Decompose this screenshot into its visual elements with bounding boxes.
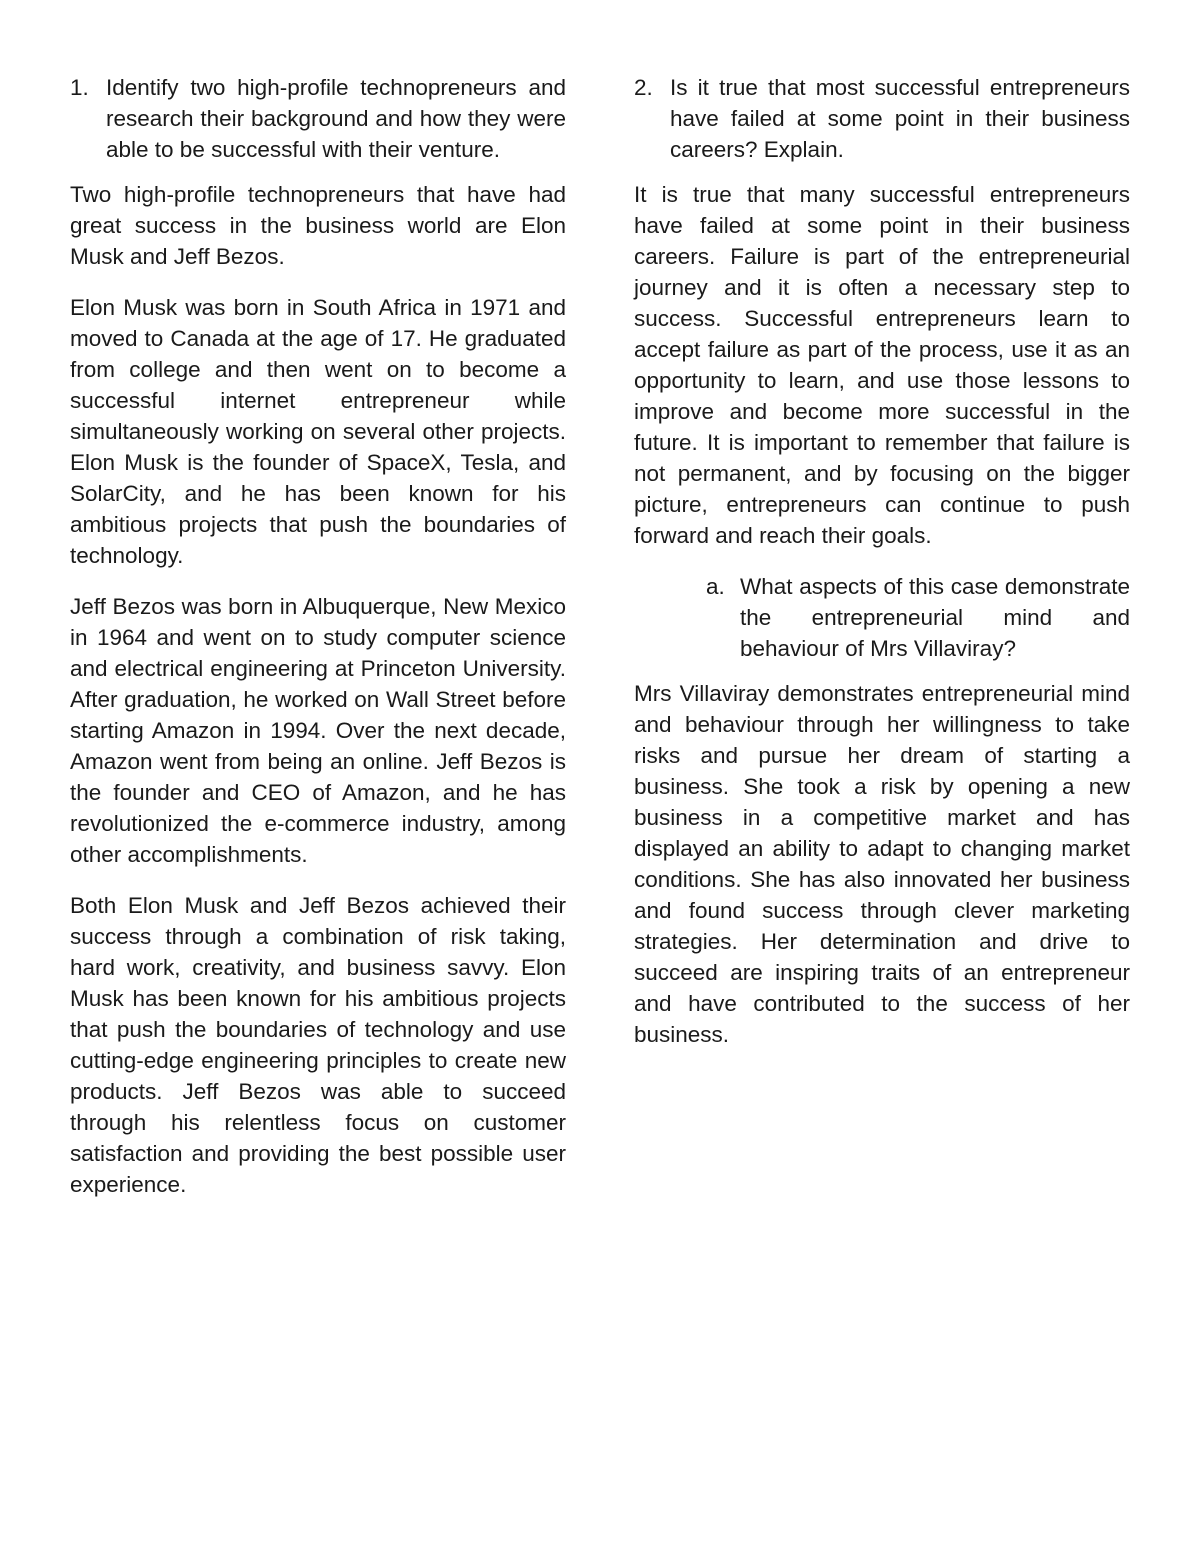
question-1-number: 1.: [70, 75, 89, 100]
question-2-number: 2.: [634, 75, 653, 100]
question-1-text: Identify two high-profile technopreneurs and research their background and how they were able to be successful with their venture.: [106, 75, 566, 162]
answer-1-jeff-bezos: Jeff Bezos was born in Albuquerque, New Mexico in 1964 and went on to study computer science and electrical engineering at Princeton University. After graduation, he worked on Wall Street before starting Amazon in 1994. Over the next decade, Amazon went from being an online. Jeff Bezos is the founder and CEO of Amazon, and he has revolutionized the e-commerce industry, among other accomplishments.: [70, 594, 566, 867]
question-1: [70, 72, 566, 165]
answer-1-intro: Two high-profile technopreneurs that have had great success in the business world are Elon Musk and Jeff Bezos.: [70, 182, 566, 269]
question-a-number: a.: [706, 574, 725, 599]
right-column: [634, 72, 1130, 1070]
answer-a: Mrs Villaviray demonstrates entrepreneurial mind and behaviour through her willingness to take risks and pursue her dream of starting a business. She took a risk by opening a new business in a competitive market and has displayed an ability to adapt to changing market conditions. She has also innovated her business and found success through clever marketing strategies. Her determination and drive to succeed are inspiring traits of an entrepreneur and have contributed to the success of her business.: [634, 681, 1130, 1047]
answer-2: It is true that many successful entrepreneurs have failed at some point in their business careers. Failure is part of the entrepreneurial journey and it is often a necessary step to success. Successful entrepreneurs learn to accept failure as part of the process, use it as an opportunity to learn, and use those lessons to improve and become more successful in the future. It is important to remember that failure is not permanent, and by focusing on the bigger picture, entrepreneurs can continue to push forward and reach their goals.: [634, 182, 1130, 548]
left-column: [70, 72, 566, 1220]
question-2-text: Is it true that most successful entrepreneurs have failed at some point in their business careers? Explain.: [670, 75, 1130, 162]
answer-1-conclusion: Both Elon Musk and Jeff Bezos achieved their success through a combination of risk taking, hard work, creativity, and business savvy. Elon Musk has been known for his ambitious projects that push the boundaries of technology and use cutting-edge engineering principles to create new products. Jeff Bezos was able to succeed through his relentless focus on customer satisfaction and providing the best possible user experience.: [70, 893, 566, 1197]
question-2: [634, 72, 1130, 165]
answer-1-elon-musk: Elon Musk was born in South Africa in 1971 and moved to Canada at the age of 17. He graduated from college and then went on to become a successful internet entrepreneur while simultaneously working on several other projects. Elon Musk is the founder of SpaceX, Tesla, and SolarCity, and he has been known for his ambitious projects that push the boundaries of technology.: [70, 295, 566, 568]
question-a: [706, 571, 1130, 664]
question-a-text: What aspects of this case demonstrate the entrepreneurial mind and behaviour of Mrs Villaviray?: [740, 574, 1130, 661]
